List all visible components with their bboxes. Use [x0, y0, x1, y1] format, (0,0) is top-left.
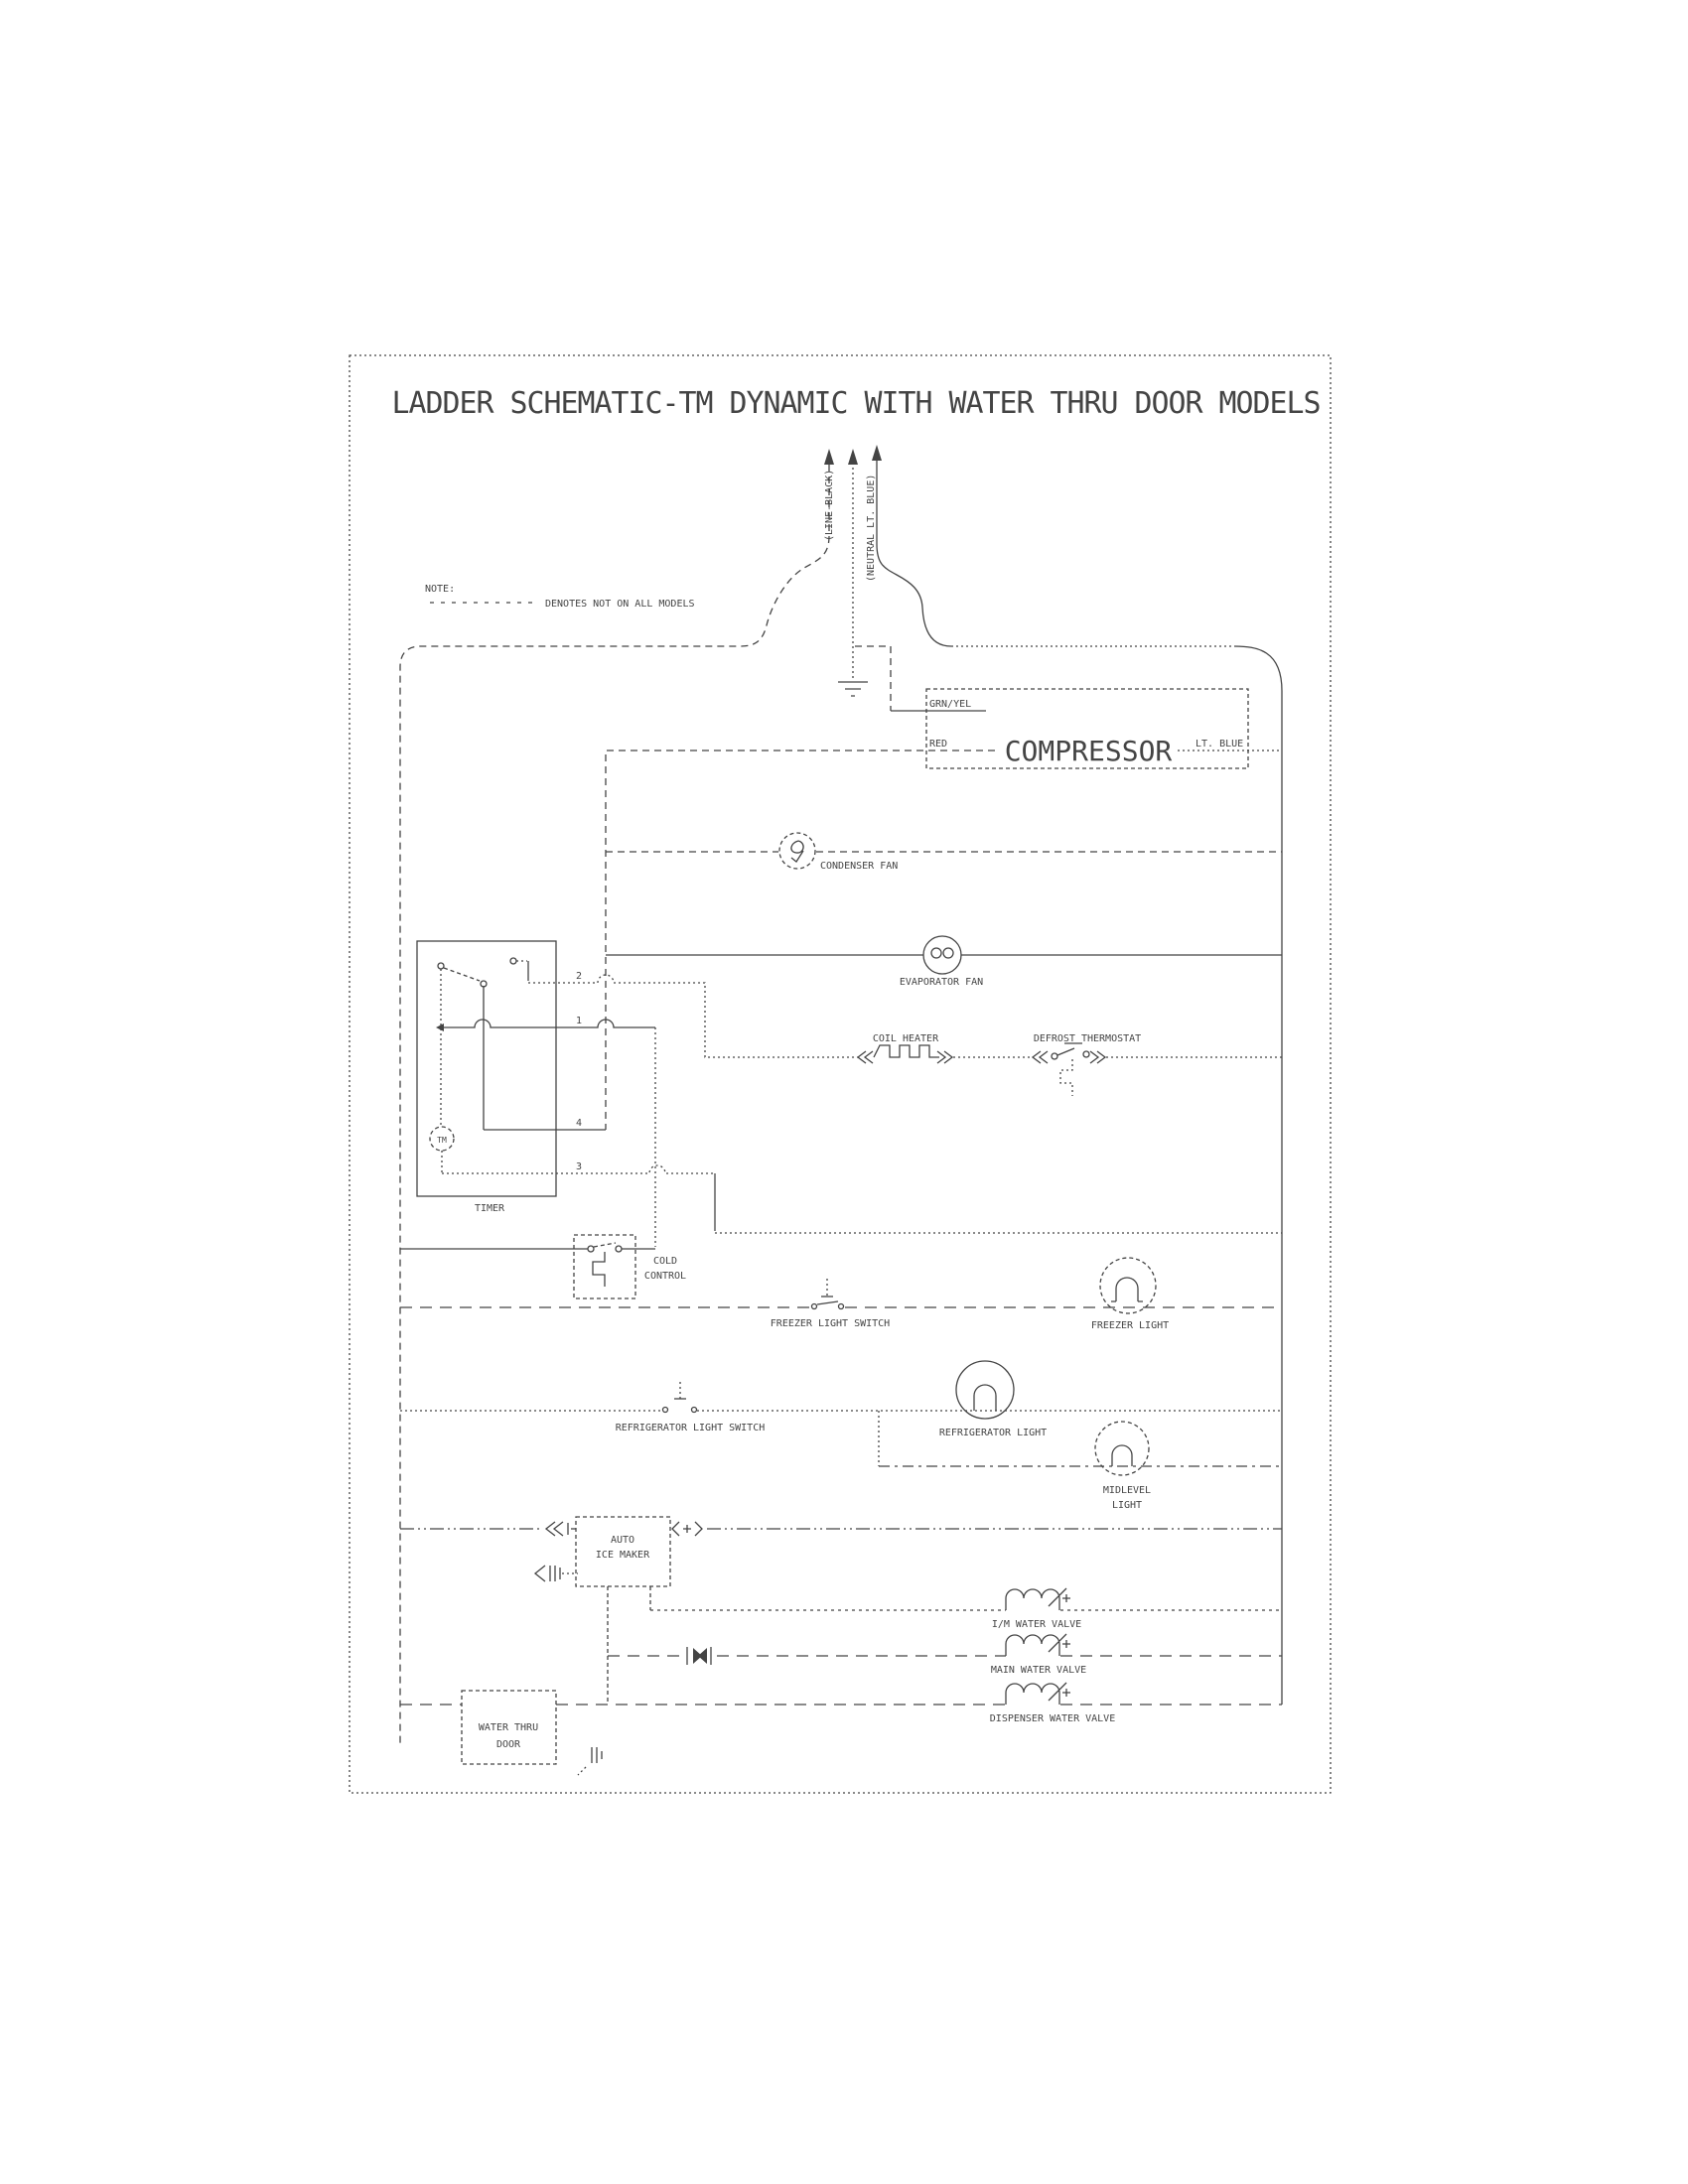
defrost-circuit-rung [528, 975, 1282, 1096]
ice-maker-left-connector-icon [546, 1522, 568, 1536]
note-text: DENOTES NOT ON ALL MODELS [545, 599, 695, 610]
water-thru-door-plug-icon [578, 1747, 602, 1775]
freezer-light-rung [400, 1258, 1282, 1331]
note-label: NOTE: [425, 584, 456, 595]
page-border [350, 355, 1331, 1793]
timer-box [417, 941, 556, 1196]
main-water-valve-label: MAIN WATER VALVE [990, 1665, 1087, 1676]
neutral-right-rail [1234, 646, 1282, 1705]
defrost-thermostat-label: DEFROST THERMOSTAT [1033, 1033, 1142, 1044]
evaporator-fan-icon [923, 936, 961, 974]
neutral-wire-label: (NEUTRAL LT. BLUE) [866, 474, 877, 582]
supply-wires [400, 445, 1282, 1743]
terminal-3-label: 3 [575, 1161, 582, 1172]
dispenser-water-valve-label: DISPENSER WATER VALVE [989, 1713, 1116, 1724]
terminal4-wire [484, 986, 606, 1130]
refrigerator-light-switch-symbol [663, 1382, 697, 1413]
page-title: LADDER SCHEMATIC-TM DYNAMIC WITH WATER THRU DOOR MODELS [391, 386, 1321, 421]
main-valve-connector-icon [687, 1647, 711, 1665]
im-water-valve-label: I/M WATER VALVE [991, 1619, 1082, 1630]
ice-maker-right-connector-icon [672, 1522, 702, 1536]
refrigerator-light-icon [956, 1361, 1014, 1419]
ice-maker-plug-icon [535, 1566, 578, 1581]
coil-heater-symbol [858, 1045, 952, 1063]
freezer-light-icon [1100, 1258, 1156, 1313]
freezer-bulb-icon [1111, 1278, 1143, 1301]
timer-label: TIMER [474, 1203, 505, 1214]
water-thru-door-label-2: DOOR [495, 1739, 521, 1750]
cold-control-contact [616, 1246, 622, 1252]
cold-control-sensor-icon [593, 1252, 605, 1287]
neutral-curve [877, 451, 951, 646]
note-legend [425, 584, 695, 610]
freezer-light-switch-symbol [812, 1279, 844, 1309]
dispenser-rung [400, 1683, 1282, 1775]
auto-ice-maker-label-2: ICE MAKER [595, 1550, 650, 1561]
terminal-2-label: 2 [575, 971, 582, 982]
cold-control [400, 1235, 686, 1298]
wire1-arrow-icon [436, 1024, 444, 1031]
evaporator-fan-rung [606, 936, 1282, 988]
freezer-light-switch-label: FREEZER LIGHT SWITCH [770, 1318, 891, 1329]
main-water-valve-rung [608, 1634, 1282, 1676]
timer-contact [438, 963, 444, 969]
cold-control-label-2: CONTROL [643, 1271, 687, 1282]
condenser-fan-icon [779, 833, 815, 869]
auto-ice-maker-label-1: AUTO [610, 1535, 635, 1546]
timer-switch-arm [444, 968, 480, 981]
midlevel-light-label-2: LIGHT [1111, 1500, 1143, 1511]
dispenser-water-valve-symbol [1006, 1683, 1070, 1705]
grn-yel-elbow [855, 646, 891, 711]
refrigerator-light-rung [400, 1361, 1282, 1511]
ground-arrow-icon [848, 449, 858, 465]
terminal-1-label: 1 [575, 1016, 582, 1026]
terminal1-wire [444, 1020, 655, 1027]
cold-control-contact [588, 1246, 594, 1252]
freezer-light-label: FREEZER LIGHT [1090, 1320, 1170, 1331]
ground-icon [838, 682, 868, 696]
cold-control-arm [594, 1243, 616, 1247]
compressor-label: COMPRESSOR [1004, 735, 1173, 767]
refrigerator-light-label: REFRIGERATOR LIGHT [938, 1428, 1048, 1438]
condenser-fan-label: CONDENSER FAN [820, 861, 899, 872]
cold-control-box [574, 1235, 635, 1298]
timer-contact [510, 958, 516, 964]
coil-heater-label: COIL HEATER [872, 1033, 939, 1044]
motor-winding-icon [943, 948, 953, 958]
condenser-fan-rung [606, 833, 1282, 872]
evaporator-fan-label: EVAPORATOR FAN [899, 977, 984, 988]
motor-winding-icon [931, 948, 941, 958]
compressor [606, 689, 1282, 1130]
red-wire-left-sub-rail [606, 751, 995, 1130]
im-water-valve-rung [650, 1588, 1282, 1630]
timer-motor-label: TM [437, 1136, 447, 1145]
red-label: RED [929, 739, 948, 750]
refrigerator-bulb-icon [974, 1385, 996, 1411]
cold-control-label-1: COLD [652, 1256, 678, 1267]
im-water-valve-symbol [1006, 1588, 1070, 1610]
lt-blue-label: LT. BLUE [1196, 739, 1244, 750]
grn-yel-label: GRN/YEL [929, 699, 972, 710]
condenser-fan-blades-icon [791, 841, 803, 862]
defrost-thermostat-symbol [1033, 1043, 1105, 1096]
line-wire-label: (LINE-BLACK) [824, 469, 835, 541]
terminal-4-label: 4 [575, 1118, 582, 1129]
midlevel-light-label-1: MIDLEVEL [1102, 1485, 1152, 1496]
midlevel-bulb-icon [1112, 1445, 1132, 1466]
main-water-valve-symbol [1006, 1634, 1070, 1656]
refrigerator-light-switch-label: REFRIGERATOR LIGHT SWITCH [615, 1423, 766, 1433]
midlevel-light-icon [1095, 1422, 1149, 1475]
water-thru-door-label-1: WATER THRU [478, 1722, 539, 1733]
timer [417, 941, 1282, 1247]
